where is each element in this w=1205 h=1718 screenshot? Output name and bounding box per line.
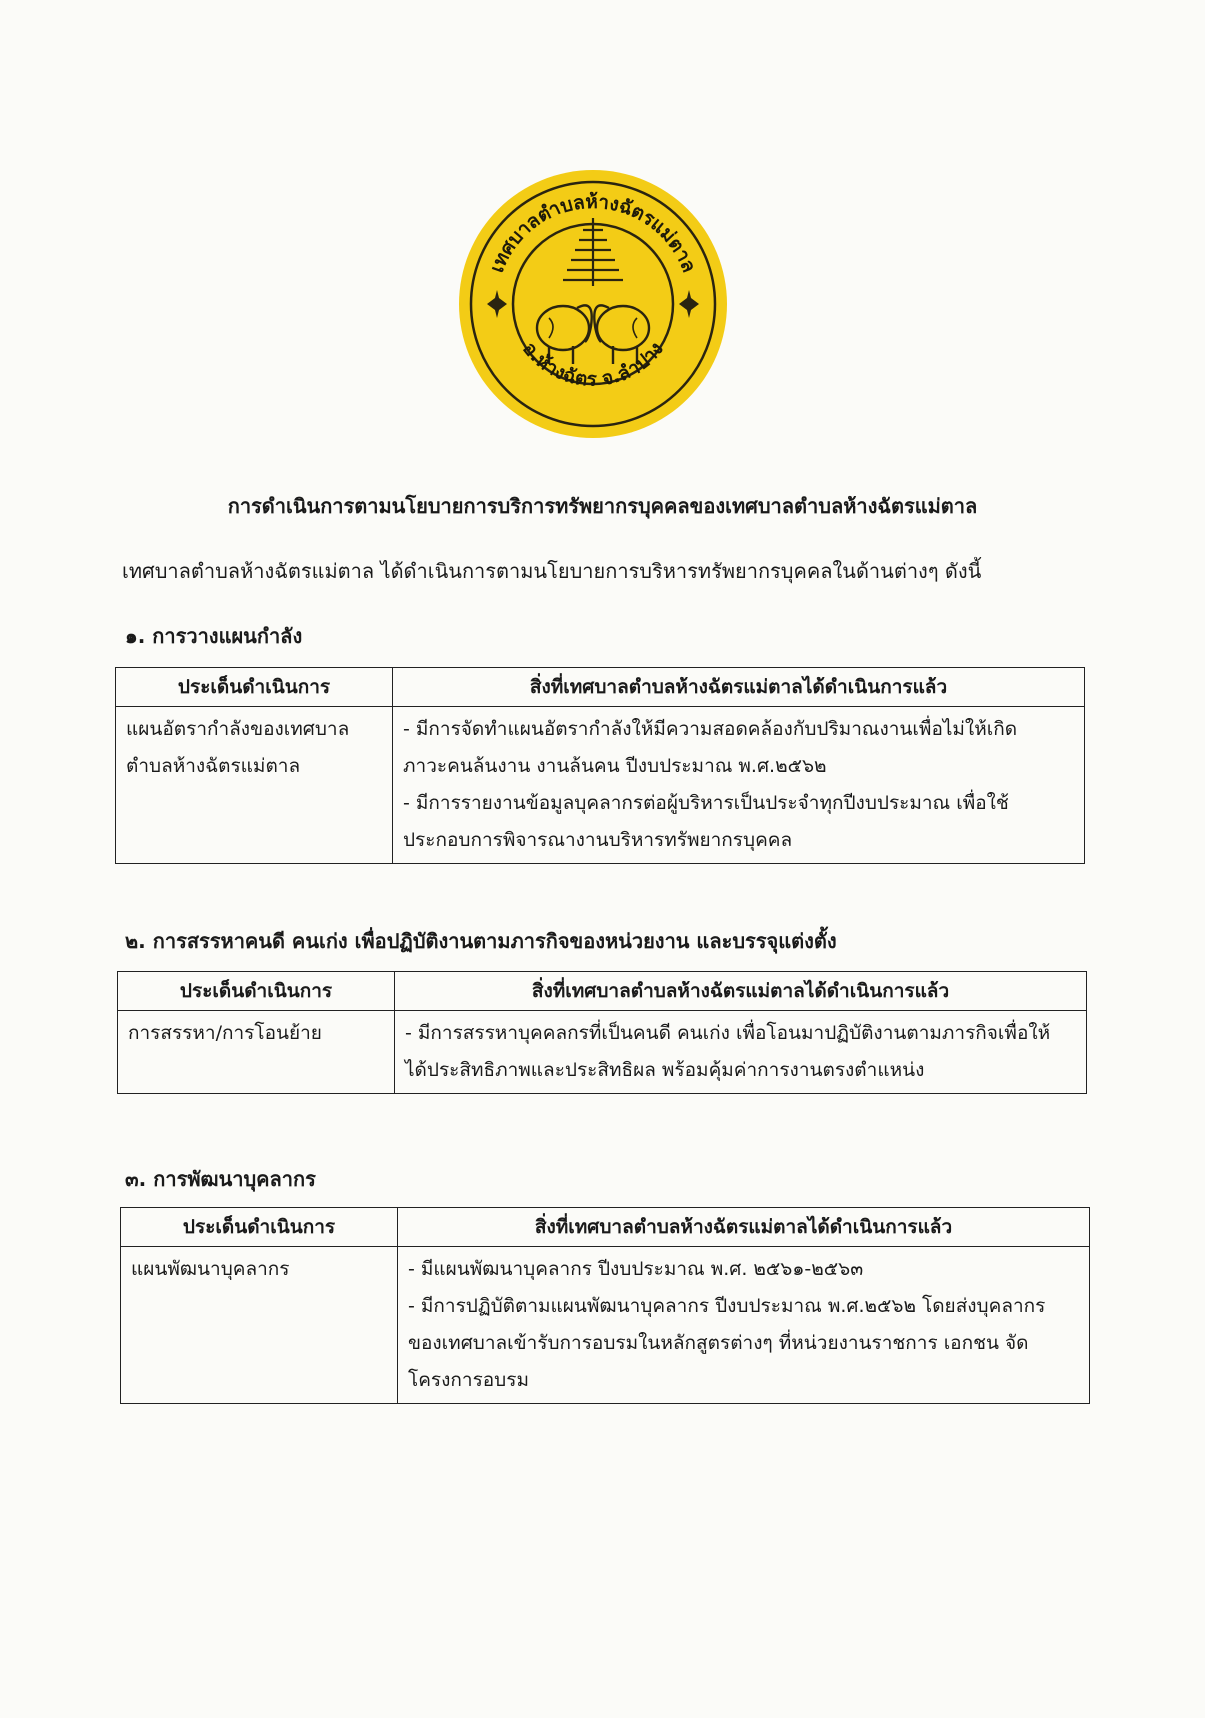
seal-top-text: เทศบาลตำบลห้างฉัตรแม่ตาล	[485, 190, 701, 276]
table-header-row	[118, 972, 1087, 1011]
table-row	[121, 1247, 1090, 1404]
cell-line: - มีการจัดทำแผนอัตรากำลังให้มีความสอดคล้องกับปริมาณงานเพื่อไม่ให้เกิด	[403, 718, 1018, 740]
cell-line: แผนพัฒนาบุคลากร	[131, 1258, 290, 1280]
cell-line: - มีการรายงานข้อมูลบุคลากรต่อผู้บริหารเป็นประจำทุกปีงบประมาณ เพื่อใช้	[403, 792, 1009, 814]
seal-bottom-text: อ.ห้างฉัตร จ.ลำปาง	[518, 337, 668, 391]
issue-cell	[121, 1247, 398, 1404]
actions-cell	[393, 707, 1085, 864]
cell-line: ประกอบการพิจารณางานบริหารทรัพยากรบุคคล	[403, 829, 793, 851]
header-actions: สิ่งที่เทศบาลตำบลห้างฉัตรแม่ตาลได้ดำเนินการแล้ว	[395, 972, 1087, 1011]
cell-line: - มีการปฏิบัติตามแผนพัฒนาบุคลากร ปีงบประมาณ พ.ศ.๒๕๖๒ โดยส่งบุคลากร	[408, 1295, 1046, 1317]
cell-line: แผนอัตรากำลังของเทศบาล	[126, 718, 350, 740]
header-actions: สิ่งที่เทศบาลตำบลห้างฉัตรแม่ตาลได้ดำเนินการแล้ว	[393, 668, 1085, 707]
section-heading-staff-development: ๓. การพัฒนาบุคลากร	[125, 1167, 316, 1191]
cell-line: การสรรหา/การโอนย้าย	[128, 1022, 322, 1044]
cell-line: โครงการอบรม	[408, 1369, 529, 1391]
issue-cell	[116, 707, 393, 864]
table-header-row	[121, 1208, 1090, 1247]
cell-line: - มีแผนพัฒนาบุคลากร ปีงบประมาณ พ.ศ. ๒๕๖๑-๒๕๖๓	[408, 1258, 864, 1280]
workforce-planning-table	[115, 667, 1085, 864]
section-heading-workforce-planning: ๑. การวางแผนกำลัง	[125, 624, 303, 648]
recruitment-table	[117, 971, 1087, 1094]
cell-line: ของเทศบาลเข้ารับการอบรมในหลักสูตรต่างๆ ที่หน่วยงานราชการ เอกชน จัด	[408, 1332, 1029, 1354]
actions-cell	[395, 1011, 1087, 1094]
cell-line: ภาวะคนล้นงาน งานล้นคน ปีงบประมาณ พ.ศ.๒๕๖๒	[403, 755, 827, 777]
cell-line: ได้ประสิทธิภาพและประสิทธิผล พร้อมคุ้มค่าการงานตรงตำแหน่ง	[405, 1059, 925, 1081]
table-header-row	[116, 668, 1085, 707]
municipality-seal	[457, 168, 729, 440]
header-issue: ประเด็นดำเนินการ	[116, 668, 393, 707]
header-actions: สิ่งที่เทศบาลตำบลห้างฉัตรแม่ตาลได้ดำเนินการแล้ว	[398, 1208, 1090, 1247]
table-row	[118, 1011, 1087, 1094]
section-heading-recruitment: ๒. การสรรหาคนดี คนเก่ง เพื่อปฏิบัติงานตามภารกิจของหน่วยงาน และบรรจุแต่งตั้ง	[125, 929, 837, 953]
staff-development-table	[120, 1207, 1090, 1404]
actions-cell	[398, 1247, 1090, 1404]
document-title: การดำเนินการตามนโยบายการบริการทรัพยากรบุคคลของเทศบาลตำบลห้างฉัตรแม่ตาล	[227, 494, 978, 518]
header-issue: ประเด็นดำเนินการ	[121, 1208, 398, 1247]
table-row	[116, 707, 1085, 864]
cell-line: ตำบลห้างฉัตรแม่ตาล	[126, 755, 301, 777]
intro-paragraph: เทศบาลตำบลห้างฉัตรแม่ตาล ได้ดำเนินการตามนโยบายการบริหารทรัพยากรบุคคลในด้านต่างๆ ดังนี้	[122, 559, 982, 583]
cell-line: - มีการสรรหาบุคคลกรที่เป็นคนดี คนเก่ง เพื่อโอนมาปฏิบัติงานตามภารกิจเพื่อให้	[405, 1022, 1051, 1044]
header-issue: ประเด็นดำเนินการ	[118, 972, 395, 1011]
issue-cell	[118, 1011, 395, 1094]
